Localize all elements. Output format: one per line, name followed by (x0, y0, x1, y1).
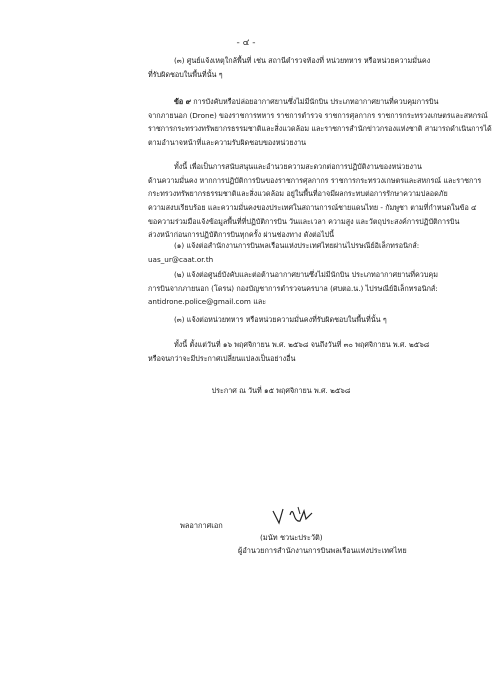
item-3-block (148, 54, 438, 81)
support-line-5: ขอความร่วมมือแจ้งข้อมูลพื้นที่ที่ปฏิบัติการบิน วันและเวลา ความสูง และวัตถุประสงค์การปฏิบัติการบิน (148, 216, 460, 226)
support-line-3: กระทรวงทรัพยากรธรรมชาติและสิ่งแวดล้อม อยู่ในพื้นที่อาจมีผลกระทบต่อการรักษาความปลอดภัย (148, 189, 448, 199)
item-3-line-1: (๓) ศูนย์แจ้งเหตุใกล้พื้นที่ เช่น สถานีตำรวจท้องที่ หน่วยทหาร หรือหน่วยความมั่นคง (174, 56, 431, 65)
clause-9-line-1-text: การบังคับหรือปล่อยอากาศยานซึ่งไม่มีนักบิน ประเภทอากาศยานที่ควบคุมการบิน (193, 97, 439, 106)
signatory-position: ผู้อำนวยการสำนักงานการบินพลเรือนแห่งประเทศไทย (238, 546, 407, 555)
channel-3-block (148, 313, 438, 327)
item-3-line-2: ที่รับผิดชอบในพื้นที่นั้น ๆ (148, 69, 223, 79)
signatory-name: (มนัท ชวนะประวัติ) (260, 533, 323, 542)
channel-2-line-2: การบินจากภายนอก (โดรน) กองบัญชาการตำรวจนครบาล (ศบตอ.น.) ไปรษณีย์อิเล็กทรอนิกส์: (148, 283, 438, 293)
support-paragraph (148, 160, 482, 242)
channel-2-line-1: (๒) แจ้งต่อศูนย์บังคับและต่อต้านอากาศยานซึ่งไม่มีนักบิน ประเภทอากาศยานที่ควบคุม (174, 270, 438, 279)
clause-9-number: ข้อ ๙ (174, 97, 191, 106)
clause-9-line-1 (148, 95, 438, 109)
channel-2-block (148, 268, 438, 309)
page-number: - ๔ - (236, 38, 256, 48)
channel-1-block (148, 239, 438, 266)
support-line-6: ล่วงหน้าก่อนการปฏิบัติการบินทุกครั้ง ผ่านช่องทาง ดังต่อไปนี้ (148, 230, 335, 240)
effective-line-1: ทั้งนี้ ตั้งแต่วันที่ ๑๖ พฤศจิกายน พ.ศ. ๒๕๖๘ จนถึงวันที่ ๓๐ พฤศจิกายน พ.ศ. ๒๕๖๘ (174, 340, 430, 349)
handwritten-signature (270, 505, 340, 527)
channel-2-email[interactable]: antidrone.police@gmail.com และ (148, 297, 267, 307)
clause-9-line-3: ราชการกระทรวงทรัพยากรธรรมชาติและสิ่งแวดล้อม และราชการสำนักข่าวกรองแห่งชาติ สามารถดำเนินการได้ (148, 124, 492, 134)
clause-9-line-4: ตามอำนาจหน้าที่และความรับผิดชอบของหน่วยงาน (148, 138, 307, 148)
channel-1-line-1: (๑) แจ้งต่อสำนักงานการบินพลเรือนแห่งประเทศไทยผ่านไปรษณีย์อิเล็กทรอนิกส์: (174, 241, 420, 250)
channel-3-line-1: (๓) แจ้งต่อหน่วยทหาร หรือหน่วยความมั่นคงที่รับผิดชอบในพื้นที่นั้น ๆ (174, 315, 387, 324)
support-line-1: ทั้งนี้ เพื่อเป็นการสนับสนุนและอำนวยความสะดวกต่อการปฏิบัติงานของหน่วยงาน (174, 162, 422, 171)
effective-line-2: หรือจนกว่าจะมีประกาศเปลี่ยนแปลงเป็นอย่างอื่น (148, 353, 296, 363)
announcement-date (0, 384, 492, 398)
clause-9-line-2: จากภายนอก (Drone) ของราชการทหาร ราชการตำรวจ ราชการศุลกากร ราชการกระทรวงเกษตรและสหกรณ์ (148, 110, 488, 120)
effective-period (148, 338, 438, 365)
clause-9-block (148, 95, 492, 150)
signatory-rank: พลอากาศเอก (180, 521, 223, 530)
channel-1-email[interactable]: uas_ur@caat.or.th (148, 254, 214, 264)
announcement-date-text: ประกาศ ณ วันที่ ๑๕ พฤศจิกายน พ.ศ. ๒๕๖๘ (211, 386, 351, 395)
support-line-2: ด้านความมั่นคง หากการปฏิบัติการบินของราชการศุลกากร ราชการกระทรวงเกษตรและสหกรณ์ และราชการ (148, 175, 482, 185)
support-line-4: ความสงบเรียบร้อย และความมั่นคงของประเทศในสถานการณ์ชายแดนไทย - กัมพูชา ตามที่กำหนดในข้อ ๔ (148, 203, 477, 213)
